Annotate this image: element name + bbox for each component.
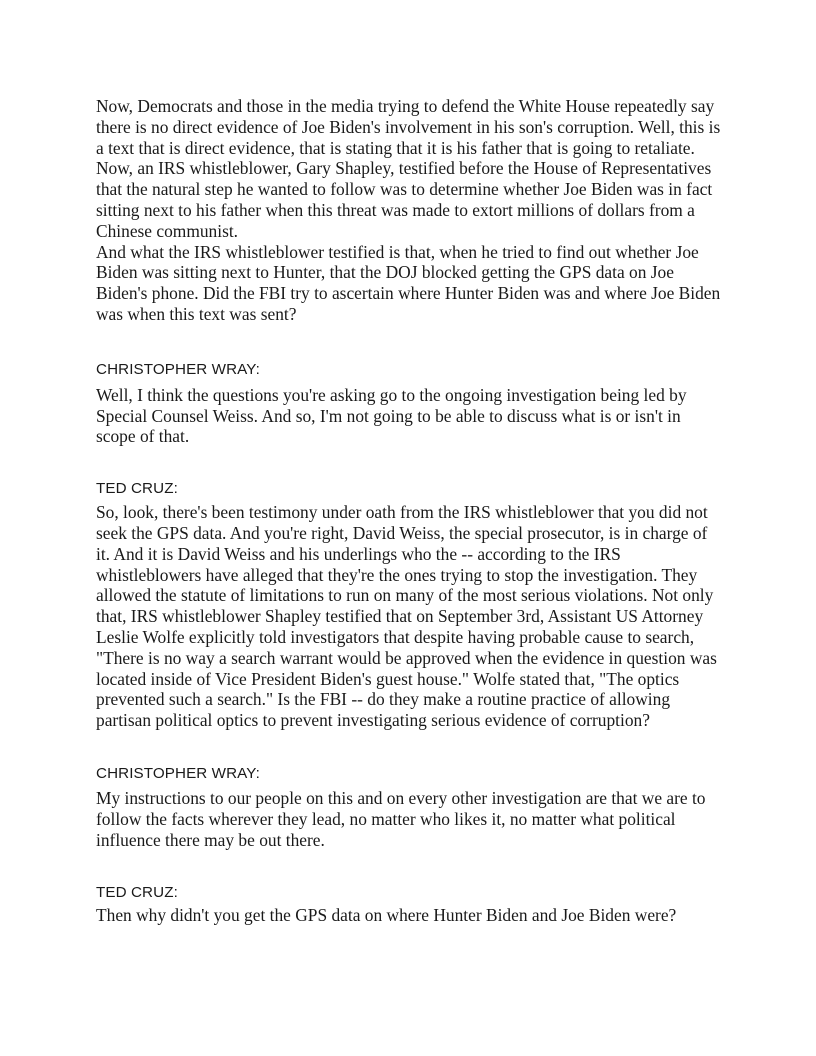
cruz-question-paragraph: And what the IRS whistleblower testified is that, when he tried to find out whether Joe Biden was sitting next to Hunter, that the DOJ blocked getting the GPS data on Joe Biden's phone. Did the FBI try to ascertain where Hunter Biden was and where Joe Biden was when this text was sent? <box>96 241 721 324</box>
speaker-label-wray: CHRISTOPHER WRAY: <box>96 360 260 378</box>
cruz-opening-paragraph: Now, Democrats and those in the media trying to defend the White House repeatedly say there is no direct evidence of Joe Biden's involvement in his son's corruption. Well, this is a text that is direct evidence, that is stating that it is his father that is going to retaliate. Now, an IRS whistleblower, Gary Shapley, testified before the House of Representatives that the natural step he wanted to follow was to determine whether Joe Biden was in fact sitting next to his father when this threat was made to extort millions of dollars from a Chinese communist. <box>96 96 721 241</box>
wray-instructions-paragraph: My instructions to our people on this and on every other investigation are that we are to follow the facts wherever they lead, no matter who likes it, no matter what political influence there may be out there. <box>96 787 706 850</box>
cruz-final-question: Then why didn't you get the GPS data on where Hunter Biden and Joe Biden were? <box>96 905 677 926</box>
transcript-page <box>96 96 724 926</box>
speaker-label-cruz: TED CRUZ: <box>96 480 178 498</box>
cruz-followup-paragraph: So, look, there's been testimony under oath from the IRS whistleblower that you did not seek the GPS data. And you're right, David Weiss, the special prosecutor, is in charge of it. And it is David Weiss and his underlings who the -- according to the IRS whistleblowers have alleged that they're the ones trying to stop the investigation. They allowed the statute of limitations to run on many of the most serious violations. Not only that, IRS whistleblower Shapley testified that on September 3rd, Assistant US Attorney Leslie Wolfe explicitly told investigators that despite having probable cause to search, "There is no way a search warrant would be approved when the evidence in question was located inside of Vice President Biden's guest house." Wolfe stated that, "The optics prevented such a search." Is the FBI -- do they make a routine practice of allowing partisan political optics to prevent investigating serious evidence of corruption? <box>96 502 717 731</box>
speaker-label-cruz: TED CRUZ: <box>96 884 178 902</box>
speaker-label-wray: CHRISTOPHER WRAY: <box>96 764 260 782</box>
wray-response-paragraph: Well, I think the questions you're asking go to the ongoing investigation being led by Special Counsel Weiss. And so, I'm not going to be able to discuss what is or isn't in scope of that. <box>96 384 687 447</box>
